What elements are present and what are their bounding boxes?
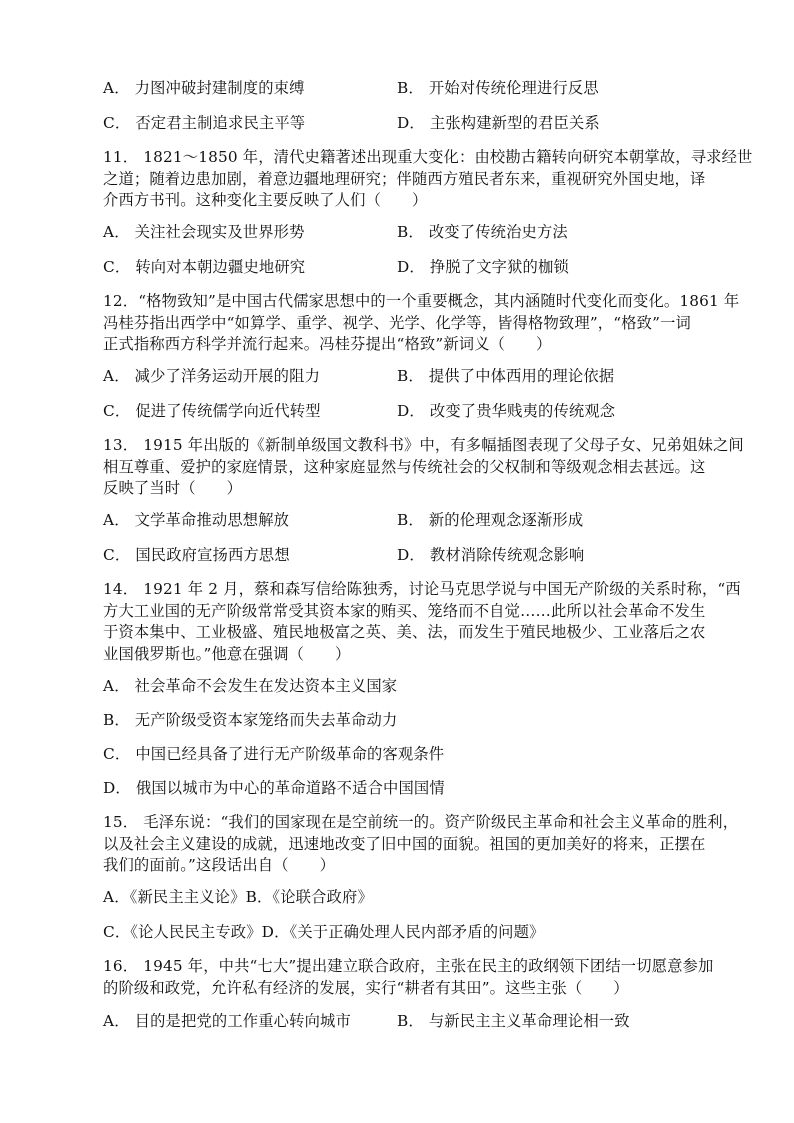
q13-option-d: D． 教材消除传统观念影响 [397, 546, 585, 564]
prev-option-d: D． 主张构建新型的君臣关系 [397, 114, 600, 132]
q12-stem-line1: 12．“格物致知”是中国古代儒家思想中的一个重要概念，其内涵随时代变化而变化。1861 年 [103, 292, 740, 310]
q13-stem-line1: 13． 1915 年出版的《新制单级国文教科书》中，有多幅插图表现了父母子女、兄弟姐妹之间 [103, 436, 744, 454]
prev-option-c: C． 否定君主制追求民主平等 [103, 114, 306, 132]
q13-stem-line3: 反映了当时（ ） [103, 479, 243, 497]
q15-stem-line3: 我们的面前。”这段话出自（ ） [103, 856, 336, 874]
q14-option-a: A． 社会革命不会发生在发达资本主义国家 [103, 677, 398, 695]
q16-stem-line1: 16． 1945 年，中共“七大”提出建立联合政府，主张在民主的政纲领下团结一切愿意参加 [103, 957, 714, 975]
prev-option-a: A． 力图冲破封建制度的束缚 [103, 79, 305, 97]
q16-option-a: A． 目的是把党的工作重心转向城市 [103, 1012, 351, 1030]
q12-option-a: A． 减少了洋务运动开展的阻力 [103, 367, 321, 385]
prev-option-b: B． 开始对传统伦理进行反思 [397, 79, 599, 97]
q15-options-cd: C．《论人民民主专政》D．《关于正确处理人民内部矛盾的问题》 [103, 923, 545, 941]
q11-option-a: A． 关注社会现实及世界形势 [103, 223, 305, 241]
q13-stem-line2: 相互尊重、爱护的家庭情景，这种家庭显然与传统社会的父权制和等级观念相去甚远。这 [103, 458, 706, 476]
q12-option-d: D． 改变了贵华贱夷的传统观念 [397, 402, 616, 420]
q11-stem-line2: 之道；随着边患加剧，着意边疆地理研究；伴随西方殖民者东来，重视研究外国史地，译 [103, 170, 706, 188]
q11-option-b: B． 改变了传统治史方法 [397, 223, 568, 241]
q11-option-c: C． 转向对本朝边疆史地研究 [103, 258, 306, 276]
q13-option-b: B． 新的伦理观念逐渐形成 [397, 511, 584, 529]
q14-option-d: D． 俄国以城市为中心的革命道路不适合中国国情 [103, 779, 445, 797]
q13-option-a: A． 文学革命推动思想解放 [103, 511, 290, 529]
q15-stem-line2: 以及社会主义建设的成就，迅速地改变了旧中国的面貌。祖国的更加美好的将来，正摆在 [103, 835, 706, 853]
q14-option-b: B． 无产阶级受资本家笼络而失去革命动力 [103, 711, 398, 729]
q11-stem-line1: 11． 1821～1850 年，清代史籍著述出现重大变化：由校勘古籍转向研究本朝掌故，寻求经世 [103, 148, 753, 166]
q14-option-c: C． 中国已经具备了进行无产阶级革命的客观条件 [103, 745, 445, 763]
q16-option-b: B． 与新民主主义革命理论相一致 [397, 1012, 630, 1030]
q13-option-c: C． 国民政府宣扬西方思想 [103, 546, 290, 564]
q12-option-c: C． 促进了传统儒学向近代转型 [103, 402, 321, 420]
q11-option-d: D． 挣脱了文字狱的枷锁 [397, 258, 569, 276]
q14-stem-line4: 业国俄罗斯也。”他意在强调（ ） [103, 645, 351, 663]
q14-stem-line1: 14． 1921 年 2 月，蔡和森写信给陈独秀，讨论马克思学说与中国无产阶级的关系时称，“西 [103, 580, 741, 598]
q15-options-ab: A．《新民主主义论》B．《论联合政府》 [103, 888, 373, 906]
q11-stem-line3: 介西方书刊。这种变化主要反映了人们（ ） [103, 191, 428, 209]
q12-stem-line3: 正式指称西方科学并流行起来。冯桂芬提出“格致”新词义（ ） [103, 335, 552, 353]
q12-option-b: B． 提供了中体西用的理论依据 [397, 367, 615, 385]
q16-stem-line2: 的阶级和政党，允许私有经济的发展，实行“耕者有其田”。这些主张（ ） [103, 979, 629, 997]
q14-stem-line3: 于资本集中、工业极盛、殖民地极富之英、美、法，而发生于殖民地极少、工业落后之农 [103, 623, 706, 641]
q14-stem-line2: 方大工业国的无产阶级常常受其资本家的贿买、笼络而不自觉……此所以社会革命不发生 [103, 602, 706, 620]
q12-stem-line2: 冯桂芬指出西学中“如算学、重学、视学、光学、化学等，皆得格物致理”，“格致”一词 [103, 314, 691, 332]
q15-stem-line1: 15． 毛泽东说：“我们的国家现在是空前统一的。资产阶级民主革命和社会主义革命的胜利， [103, 813, 739, 831]
